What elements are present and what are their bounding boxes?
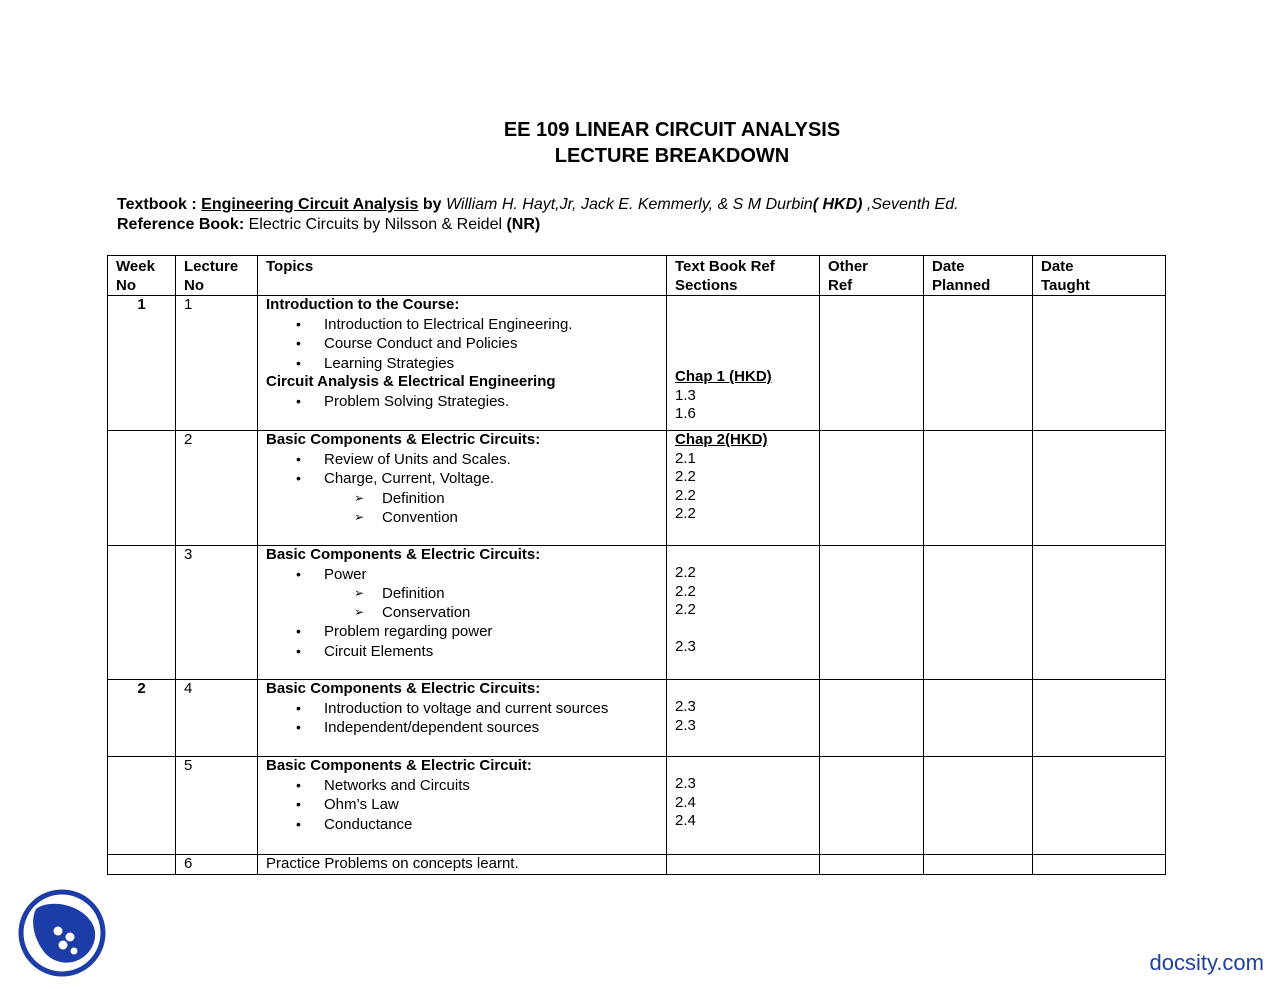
planned-cell <box>924 855 1033 875</box>
textbook-abbr: ( HKD) <box>812 196 863 213</box>
lecture-cell: 2 <box>176 431 258 546</box>
topic-item: • Introduction to Electrical Engineering. <box>266 315 658 335</box>
section-ref: 2.2 <box>675 505 696 522</box>
table-row <box>108 546 1166 680</box>
section-ref: 2.2 <box>675 582 696 600</box>
other-cell <box>820 431 924 546</box>
topic-heading: Basic Components & Electric Circuits: <box>266 680 541 697</box>
topics-cell <box>258 546 667 680</box>
textbook-line <box>117 195 959 215</box>
taught-cell <box>1033 855 1166 875</box>
topic-item: • Independent/dependent sources <box>266 718 658 738</box>
section-ref: 2.2 <box>675 564 696 581</box>
topic-item: • Power <box>266 565 658 585</box>
section-ref: 2.2 <box>675 468 696 485</box>
table-row <box>108 680 1166 757</box>
topic-item: • Course Conduct and Policies <box>266 334 658 354</box>
section-ref: 2.3 <box>675 698 696 715</box>
col-textref: Text Book Ref Sections <box>667 256 820 296</box>
topic-item: • Learning Strategies <box>266 354 658 374</box>
document-title: EE 109 LINEAR CIRCUIT ANALYSIS <box>503 119 841 141</box>
lecture-cell: 6 <box>176 855 258 875</box>
planned-cell <box>924 296 1033 431</box>
week-cell <box>108 431 176 546</box>
section-ref: 2.4 <box>675 793 696 811</box>
section-ref: 2.4 <box>675 812 696 829</box>
col-lecture: Lecture No <box>176 256 258 296</box>
reference-text: Electric Circuits by Nilsson & Reidel <box>248 216 503 233</box>
taught-cell <box>1033 757 1166 855</box>
docsity-logo-icon <box>18 889 106 977</box>
week-cell: 2 <box>108 680 176 757</box>
table-row <box>108 757 1166 855</box>
textref-cell <box>667 296 820 431</box>
week-cell <box>108 757 176 855</box>
other-cell <box>820 757 924 855</box>
planned-cell <box>924 431 1033 546</box>
taught-cell <box>1033 546 1166 680</box>
topic-heading: Basic Components & Electric Circuits: <box>266 431 541 448</box>
section-ref: 2.3 <box>675 716 696 734</box>
lecture-cell: 4 <box>176 680 258 757</box>
section-ref: 2.2 <box>675 601 696 618</box>
topic-heading: Basic Components & Electric Circuits: <box>266 546 541 563</box>
col-taught: Date Taught <box>1033 256 1166 296</box>
header-row <box>108 256 1166 296</box>
textbook-authors: William H. Hayt,Jr, Jack E. Kemmerly, & S M Durbin <box>445 196 813 213</box>
lecture-cell: 3 <box>176 546 258 680</box>
topic-item: • Networks and Circuits <box>266 776 658 796</box>
lecture-cell: 1 <box>176 296 258 431</box>
table-row <box>108 431 1166 546</box>
topic-item: • Conductance <box>266 815 658 835</box>
textref-cell <box>667 546 820 680</box>
topic-item: • Charge, Current, Voltage. <box>266 469 658 489</box>
document-subtitle: LECTURE BREAKDOWN <box>554 145 790 167</box>
subtopic-item: ➢ Conservation <box>266 603 658 622</box>
col-week: Week No <box>108 256 176 296</box>
section-ref: 1.6 <box>675 405 696 422</box>
subtopic-item: ➢ Definition <box>266 584 658 603</box>
section-ref: 1.3 <box>675 386 696 404</box>
textbook-title: Engineering Circuit Analysis <box>201 196 419 213</box>
planned-cell <box>924 680 1033 757</box>
lecture-table <box>107 255 1166 875</box>
section-ref: 2.3 <box>675 637 696 655</box>
section-ref: 2.1 <box>675 449 696 467</box>
docsity-brand-link[interactable]: docsity.com <box>1149 950 1264 975</box>
textbook-by: by <box>422 196 442 213</box>
textref-cell <box>667 855 820 875</box>
topic-item: • Ohm’s Law <box>266 795 658 815</box>
topic-item: • Introduction to voltage and current sources <box>266 699 658 719</box>
topics-cell <box>258 680 667 757</box>
topic-heading: Circuit Analysis & Electrical Engineering <box>266 373 556 390</box>
taught-cell <box>1033 680 1166 757</box>
other-cell <box>820 855 924 875</box>
topics-cell: Practice Problems on concepts learnt. <box>258 855 667 875</box>
table-row <box>108 855 1166 875</box>
textref-cell <box>667 757 820 855</box>
lecture-cell: 5 <box>176 757 258 855</box>
reference-line <box>117 215 540 235</box>
topic-heading: Basic Components & Electric Circuit: <box>266 757 532 774</box>
chapter-ref: Chap 1 (HKD) <box>675 368 772 385</box>
taught-cell <box>1033 431 1166 546</box>
topics-cell <box>258 757 667 855</box>
textbook-label: Textbook : <box>117 196 197 213</box>
reference-abbr: (NR) <box>506 216 541 233</box>
reference-label: Reference Book: <box>117 216 245 233</box>
week-cell <box>108 855 176 875</box>
col-other: Other Ref <box>820 256 924 296</box>
topic-item: • Problem Solving Strategies. <box>266 392 658 412</box>
subtopic-item: ➢ Convention <box>266 508 658 527</box>
topics-cell <box>258 431 667 546</box>
topic-item: • Circuit Elements <box>266 642 658 662</box>
subtopic-item: ➢ Definition <box>266 489 658 508</box>
other-cell <box>820 680 924 757</box>
other-cell <box>820 296 924 431</box>
planned-cell <box>924 546 1033 680</box>
taught-cell <box>1033 296 1166 431</box>
topic-item: • Problem regarding power <box>266 622 658 642</box>
topic-item: • Review of Units and Scales. <box>266 450 658 470</box>
table-row <box>108 296 1166 431</box>
section-ref: 2.2 <box>675 486 696 504</box>
topics-cell <box>258 296 667 431</box>
topic-heading: Introduction to the Course: <box>266 296 460 313</box>
section-ref: 2.3 <box>675 775 696 792</box>
textbook-edition: ,Seventh Ed. <box>866 196 959 213</box>
chapter-ref: Chap 2(HKD) <box>675 431 768 448</box>
col-planned: Date Planned <box>924 256 1033 296</box>
week-cell <box>108 546 176 680</box>
col-topics: Topics <box>258 256 667 296</box>
planned-cell <box>924 757 1033 855</box>
week-cell: 1 <box>108 296 176 431</box>
textref-cell <box>667 431 820 546</box>
textref-cell <box>667 680 820 757</box>
other-cell <box>820 546 924 680</box>
